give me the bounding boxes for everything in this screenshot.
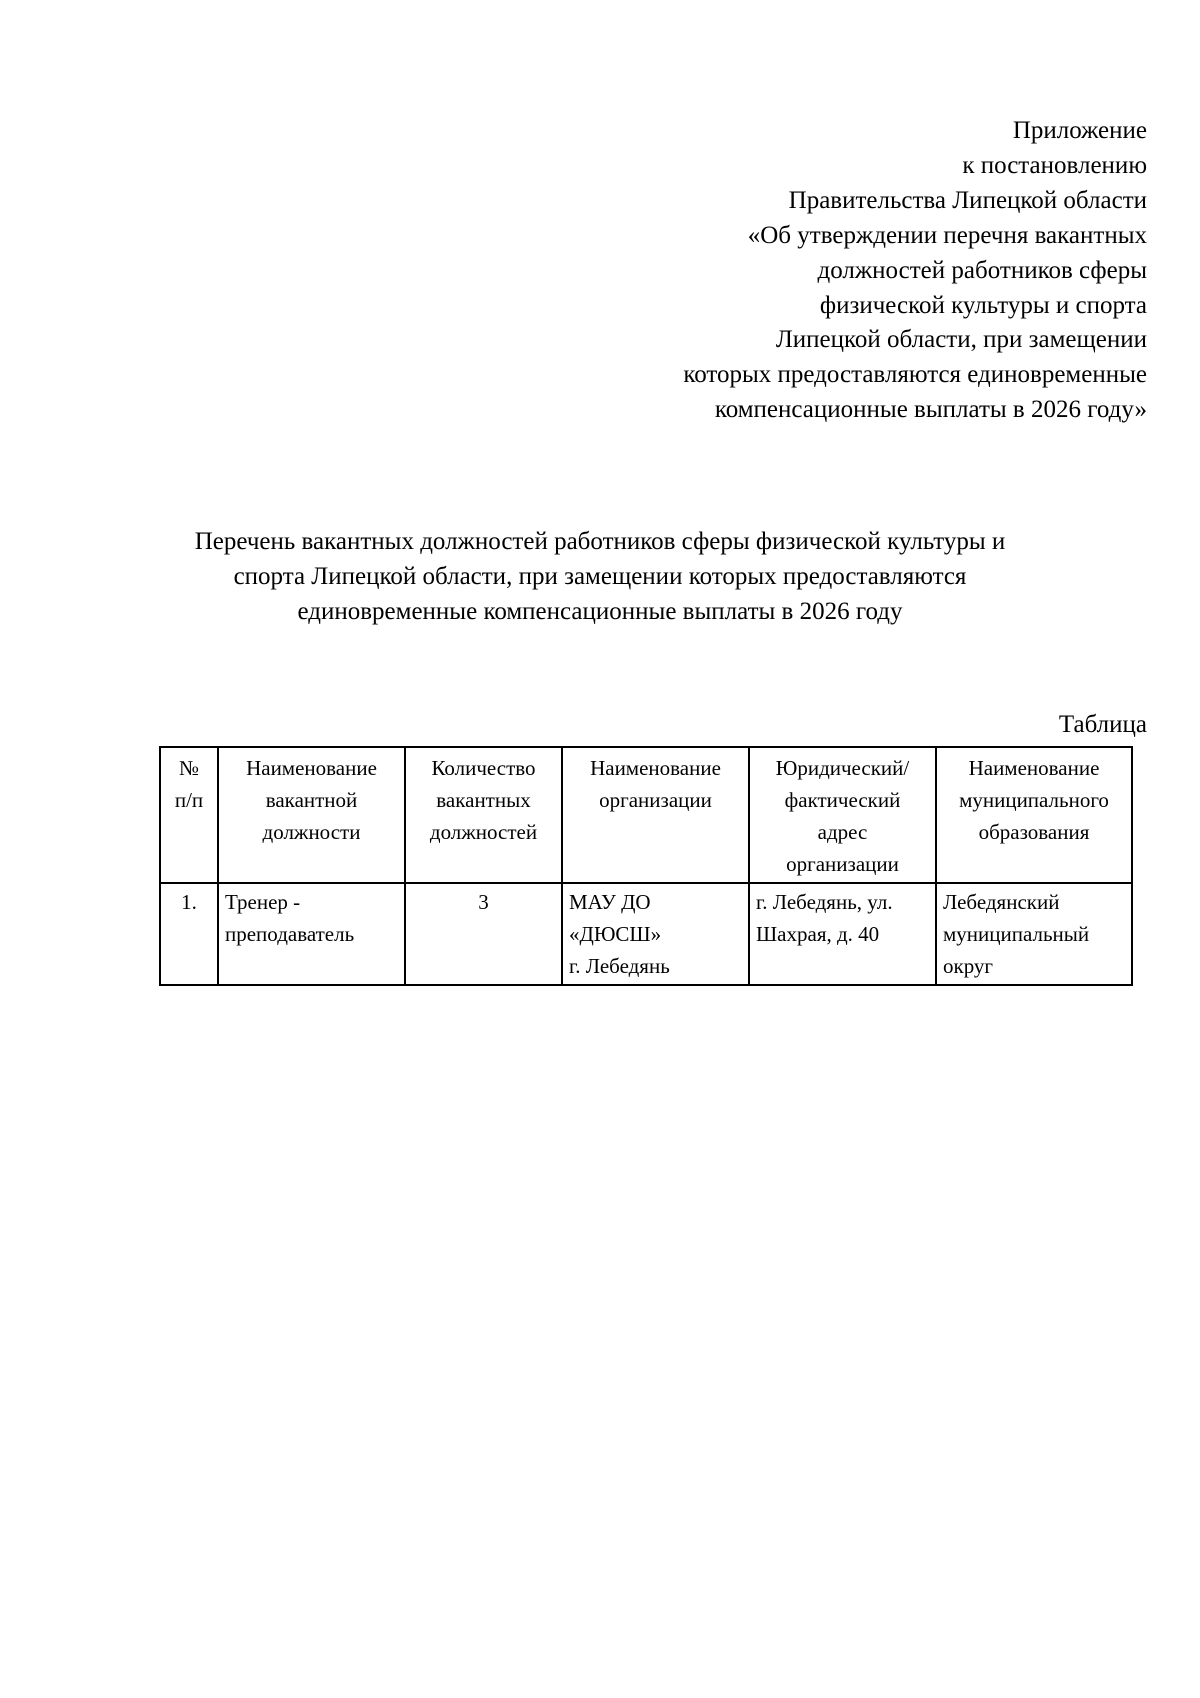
header-organization: Наименование организации — [562, 747, 749, 883]
cell-address: г. Лебедянь, ул. Шахрая, д. 40 — [749, 883, 936, 985]
appendix-line: Приложение — [1012, 117, 1147, 144]
table-row — [160, 883, 1132, 985]
cell-number: 1. — [160, 883, 218, 985]
cell-organization: МАУ ДО «ДЮСШ» г. Лебедянь — [562, 883, 749, 985]
table-header-row — [160, 747, 1132, 883]
header-position: Наименование вакантной должности — [218, 747, 405, 883]
cell-position: Тренер - преподаватель — [218, 883, 405, 985]
appendix-line: Липецкой области, при замещении — [775, 326, 1147, 354]
table-caption: Таблица — [1058, 711, 1147, 738]
appendix-line: физической культуры и спорта — [819, 291, 1147, 319]
cell-municipality: Лебедянский муниципальный округ — [936, 883, 1132, 985]
appendix-line: компенсационные выплаты в 2026 году» — [714, 396, 1147, 424]
document-title — [150, 524, 1050, 629]
cell-quantity: 3 — [405, 883, 562, 985]
appendix-line: должностей работников сферы — [817, 256, 1147, 284]
appendix-block — [527, 114, 1147, 428]
appendix-line: «Об утверждении перечня вакантных — [747, 221, 1147, 249]
header-number: № п/п — [160, 747, 218, 883]
vacancies-table — [159, 746, 1133, 986]
header-address: Юридический/ фактический адрес организации — [749, 747, 936, 883]
appendix-line: к постановлению — [962, 151, 1147, 179]
title-line: единовременные компенсационные выплаты в 2026 году — [297, 598, 903, 625]
header-quantity: Количество вакантных должностей — [405, 747, 562, 883]
appendix-line: Правительства Липецкой области — [788, 186, 1147, 214]
header-municipality: Наименование муниципального образования — [936, 747, 1132, 883]
title-line: спорта Липецкой области, при замещении которых предоставляются — [233, 563, 967, 590]
title-line: Перечень вакантных должностей работников сферы физической культуры и — [194, 528, 1006, 555]
appendix-line: которых предоставляются единовременные — [683, 361, 1147, 389]
